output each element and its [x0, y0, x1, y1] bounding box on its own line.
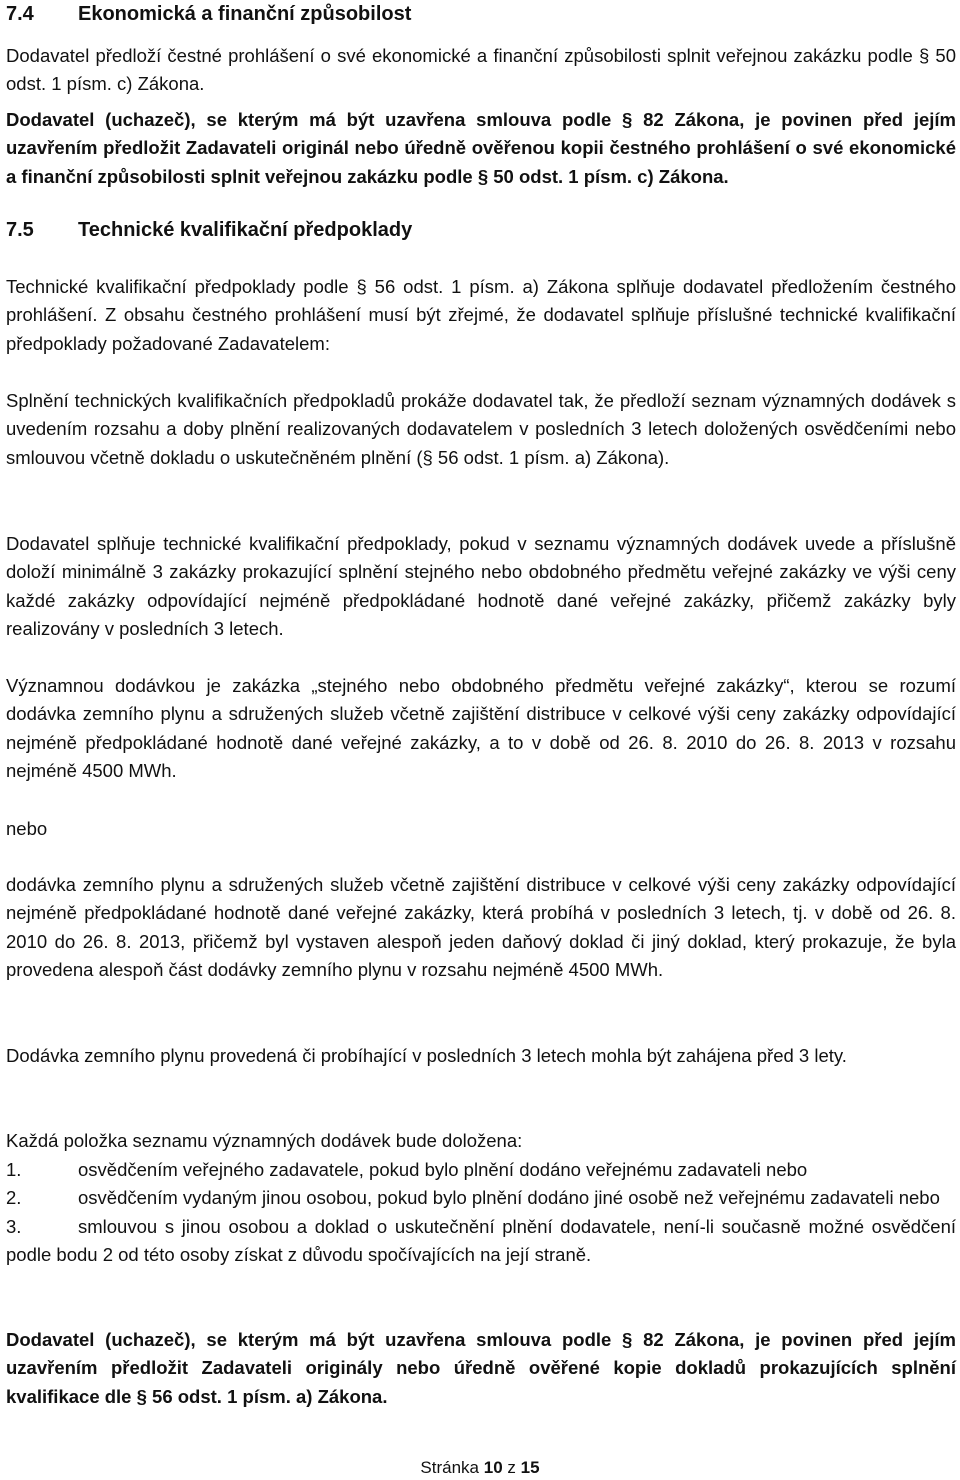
list-item	[6, 1156, 956, 1184]
list-item-text: smlouvou s jinou osobou a doklad o uskutečnění plnění dodavatele, není-li současně možné osvědčení podle bodu 2 od této osoby získat z důvodu spočívajících na její straně.	[6, 1215, 956, 1266]
paragraph-technical-4: Významnou dodávkou je zakázka „stejného nebo obdobného předmětu veřejné zakázky“, kterou se rozumí dodávka zemního plynu a sdružených služeb včetně zajištění distribuce v celkové výši ceny zakázky odpovídající nejméně předpokládané hodnotě dané veřejné zakázky, a to v době od 26. 8. 2010 do 26. 8. 2013 v rozsahu nejméně 4500 MWh.	[6, 675, 956, 782]
section-number: 7.5	[6, 219, 34, 241]
paragraph-technical-6: dodávka zemního plynu a sdružených služeb včetně zajištění distribuce v celkové výši ceny zakázky odpovídající nejméně předpokládané hodnotě dané veřejné zakázky, která probíhá v posledních 3 letech, tj. v době od 26. 8. 2010 do 26. 8. 2013, přičemž byl vystaven alespoň jeden daňový doklad či jiný doklad, který prokazuje, že byla provedena alespoň část dodávky zemního plynu v rozsahu nejméně 4500 MWh.	[6, 874, 956, 981]
footer-separator: z	[507, 1458, 516, 1477]
paragraph-technical-2: Splnění technických kvalifikačních předpokladů prokáže dodavatel tak, že předloží seznam významných dodávek s uvedením rozsahu a doby plnění realizovaných dodavatelem v posledních 3 letech doložených osvědčeními nebo smlouvou včetně dokladu o uskutečněném plnění (§ 56 odst. 1 písm. a) Zákona).	[6, 390, 956, 468]
footer-total-pages: 15	[520, 1458, 540, 1477]
paragraph-economic-1: Dodavatel předloží čestné prohlášení o své ekonomické a finanční způsobilosti splnit veřejnou zakázku podle § 50 odst. 1 písm. c) Zákona.	[6, 45, 956, 95]
paragraph-technical-1: Technické kvalifikační předpoklady podle § 56 odst. 1 písm. a) Zákona splňuje dodavatel předložením čestného prohlášení. Z obsahu čestného prohlášení musí být zřejmé, že dodavatel splňuje příslušné technické kvalifikační předpoklady požadované Zadavatelem:	[6, 276, 956, 354]
section-title: Ekonomická a finanční způsobilost	[78, 3, 412, 25]
section-title: Technické kvalifikační předpoklady	[78, 219, 413, 241]
paragraph-technical-3: Dodavatel splňuje technické kvalifikační předpoklady, pokud v seznamu významných dodávek uvede a příslušně doloží minimálně 3 zakázky prokazující splnění stejného nebo obdobného předmětu veřejné zakázky ve výši ceny každé zakázky odpovídající nejméně předpokládané hodnotě dané veřejné zakázky, přičemž zakázky byly realizovány v posledních 3 letech.	[6, 533, 956, 640]
paragraph-technical-7: Dodávka zemního plynu provedená či probíhající v posledních 3 letech mohla být zahájena před 3 lety.	[6, 1045, 847, 1066]
list-item	[6, 1184, 956, 1212]
section-heading-7-5	[6, 216, 412, 244]
paragraph-technical-9: Dodavatel (uchazeč), se kterým má být uzavřena smlouva podle § 82 Zákona, je povinen před jejím uzavřením předložit Zadavateli originály nebo úředně ověřené kopie dokladů prokazujících splnění kvalifikace dle § 56 odst. 1 písm. a) Zákona.	[6, 1329, 956, 1407]
section-number: 7.4	[6, 3, 34, 25]
document-list	[6, 1156, 956, 1270]
list-item	[6, 1213, 956, 1270]
paragraph-or: nebo	[6, 818, 48, 839]
footer-page-number: 10	[483, 1458, 503, 1477]
list-item-text: osvědčením vydaným jinou osobou, pokud bylo plnění dodáno jiné osobě než veřejnému zadavateli nebo	[78, 1187, 940, 1209]
paragraph-technical-8: Každá položka seznamu významných dodávek bude doložena:	[6, 1130, 523, 1151]
list-item-number: 2.	[6, 1187, 22, 1209]
page-footer	[0, 1458, 960, 1478]
list-item-number: 3.	[6, 1215, 22, 1237]
paragraph-economic-2: Dodavatel (uchazeč), se kterým má být uzavřena smlouva podle § 82 Zákona, je povinen před jejím uzavřením předložit Zadavateli originál nebo úředně ověřenou kopii čestného prohlášení o své ekonomické a finanční způsobilosti splnit veřejnou zakázku podle § 50 odst. 1 písm. c) Zákona.	[6, 109, 956, 187]
section-heading-7-4	[6, 0, 411, 28]
list-item-text: osvědčením veřejného zadavatele, pokud bylo plnění dodáno veřejnému zadavateli nebo	[78, 1159, 808, 1180]
footer-prefix: Stránka	[420, 1458, 480, 1477]
list-item-number: 1.	[6, 1159, 22, 1180]
